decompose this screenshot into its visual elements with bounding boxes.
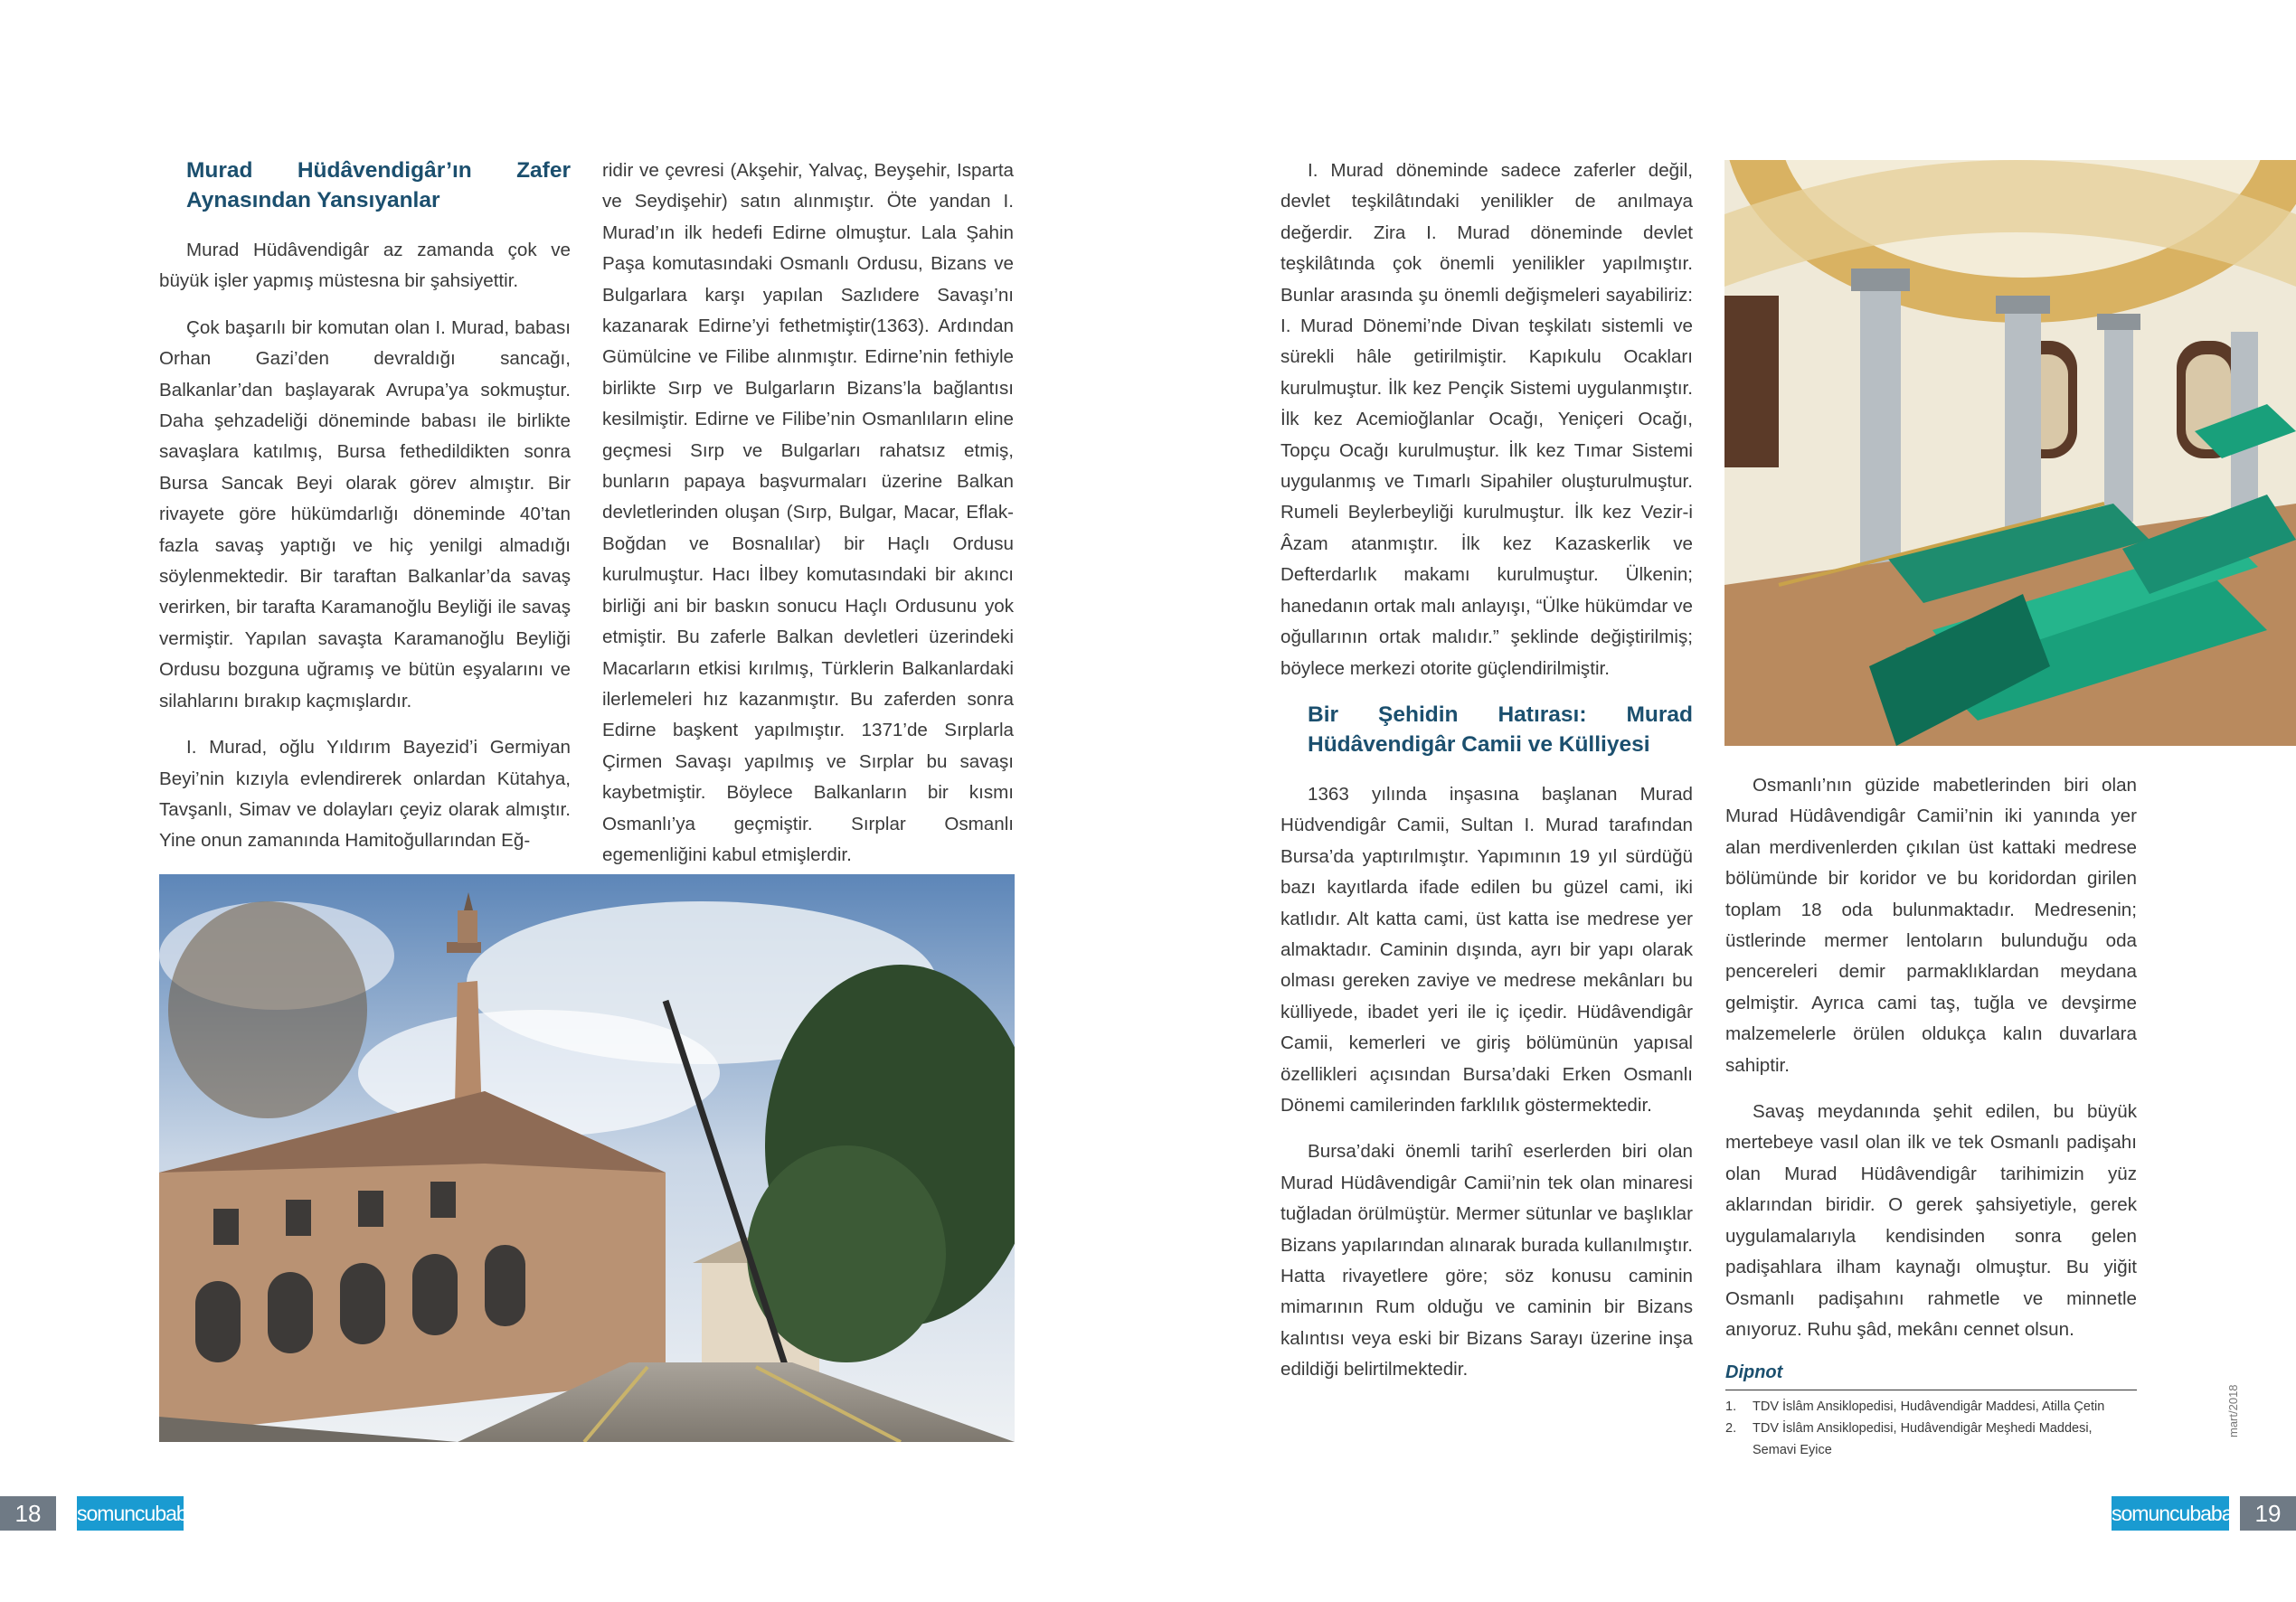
paragraph: ridir ve çevresi (Akşehir, Yalvaç, Beyşehir, Isparta ve Seydişehir) satın alınmıştır. Öte yandan I. Murad’ın ilk hedefi Edirne olmuştur. Lala Şahin Paşa komutasındaki Osmanlı Ordusu, Bizans ve Bulgarlara karşı yapılan Sazlıdere Savaşı’nı kazanarak Edirne’yi fethetmiştir(1363). Ardından Gümülcine ve Filibe alınmıştır. Edirne’nin fethiyle birlikte Sırp ve Bulgarların Bizans’la bağlantısı kesilmiştir. Edirne ve Filibe’nin Osmanlıların eline geçmesi Sırp ve Bulgarları rahatsız etmiş, bunların papaya başvurmaları üzerine Balkan devletlerinden oluşan (Sırp, Bulgar, Macar, Eflak-Boğdan ve Bosnalılar) bir Haçlı Ordusu kurulmuştur. Hacı İlbey komutasındaki bir akıncı birliği ani bir baskın sonucu Haçlı Ordusunu yok etmiştir. Bu zaferle Balkan devletleri üzerindeki Macarların etkisi kırılmış, Türklerin Balkanlardaki ilerlemeleri hız kazanmıştır. Bu zaferden sonra Edirne başkent yapılmıştır. 1371’de Sırplarla Çirmen Savaşı yapılmış ve Sırplar bu savaşı kaybetmiştir. Böylece Balkanların bir kısmı Osmanlı’ya geçmiştir. Sırplar Osmanlı egemenliğini kabul etmişlerdir. <box>602 160 1014 865</box>
left-column-2 <box>602 155 1014 886</box>
footnote <box>1725 1396 2137 1418</box>
tomb-interior-photo <box>1724 160 2296 746</box>
paragraph: Savaş meydanında şehit edilen, bu büyük mertebeye vasıl olan ilk ve tek Osmanlı padişahı olan Murad Hüdâvendigâr tarihimizin yüz aklarından biridir. O gerek şahsiyetiyle, gerek uygulamalarıyla kendisinden sonra gelen padişahlara ilham kaynağı olmuştur. Bu yiğit Osmanlı padişahını rahmetle ve minnetle anıyoruz. Ruhu şâd, mekânı cennet olsun. <box>1725 1101 2137 1340</box>
paragraph: I. Murad döneminde sadece zaferler değil, devlet teşkilâtındaki yenilikler de anılmaya değerdir. Zira I. Murad döneminde devlet teşkilâtında çok önemli yenilikler yapılmıştır. Bunlar arasında şu önemli değişmeleri sayabiliriz: I. Murad Dönemi’nde Divan teşkilatı sistemli ve sürekli hâle getirilmiştir. Kapıkulu Ocakları kurulmuştur. İlk kez Pençik Sistemi uygulanmıştır. İlk kez Acemioğlanlar Ocağı, Yeniçeri Ocağı, Topçu Ocağı kurulmuştur. İlk kez Tımar Sistemi uygulanmış ve Tımarlı Sipahiler oluşturulmuştur. Rumeli Beylerbeyliği kurulmuştur. İlk kez Vezir-i Âzam atanmıştır. İlk kez Kazaskerlik ve Defterdarlık makamı kurulmuştur. Ülkenin; hanedanın ortak malı anlayışı, “Ülke hükümdar ve oğullarının ortak malıdır.” şeklinde değiştirilmiş; böylece merkezi otorite güçlendirilmiştir. <box>1280 160 1693 679</box>
brand-logo: somuncubaba <box>77 1496 184 1531</box>
footnote <box>1725 1418 2137 1461</box>
footnote-number: 2. <box>1725 1421 1737 1437</box>
page-number: 19 <box>2240 1496 2296 1531</box>
paragraph: Çok başarılı bir komutan olan I. Murad, babası Orhan Gazi’den devraldığı sancağı, Balkanlar’dan başlayarak Avrupa’ya sokmuştur. Daha şehzadeliği döneminde babası ile birlikte savaşlara katılmış, Bursa fethedildikten sonra Bursa Sancak Beyi olarak görev almıştır. Bir rivayete göre hükümdarlığı döneminde 40’tan fazla savaş yaptığı ve hiç yenilgi almadığı söylenmektedir. Bir taraftan Balkanlar’da savaş verirken, bir tarafta Karamanoğlu Beyliği ile savaş vermiştir. Yapılan savaşta Karamanoğlu Beyliği Ordusu bozguna uğramış ve bütün eşyalarını ve silahlarını bırakıp kaçmışlardır. <box>159 316 571 711</box>
section-heading: Bir Şehidin Hatırası: Murad Hüdâvendigâr Camii ve Külliyesi <box>1308 702 1693 757</box>
paragraph: Murad Hüdâvendigâr az zamanda çok ve büyük işler yapmış müstesna bir şahsiyettir. <box>159 240 571 292</box>
issue-date: mart/2018 <box>2226 1384 2240 1437</box>
section-heading: Murad Hüdâvendigâr’ın Zafer Aynasından Yansıyanlar <box>186 158 571 212</box>
paragraph: I. Murad, oğlu Yıldırım Bayezid’i Germiyan Beyi’nin kızıyla evlendirerek onlardan Kütahya, Tavşanlı, Simav ve dolayları çeyiz olarak almıştır. Yine onun zamanında Hamitoğullarından Eğ- <box>159 737 571 852</box>
footer-right <box>2112 1496 2296 1531</box>
left-column-1 <box>159 155 571 872</box>
footnotes-title: Dipnot <box>1725 1361 2137 1390</box>
footnote-text: TDV İslâm Ansiklopedisi, Hudâvendigâr Maddesi, Atilla Çetin <box>1753 1399 2105 1415</box>
page-number: 18 <box>0 1496 56 1531</box>
footer-left <box>0 1496 198 1531</box>
paragraph: Osmanlı’nın güzide mabetlerinden biri olan Murad Hüdâvendigâr Camii’nin iki yanında yer alan merdivenlerden çıkılan üst kattaki medrese bölümünde bir koridor ve bu koridordan girilen toplam 18 oda bulunmaktadır. Medresenin; üstlerinde mermer lentoların bulunduğu oda pencereleri demir parmaklıklardan meydana gelmiştir. Ayrıca cami taş, tuğla ve devşirme malzemelerle örülen oldukça kalın duvarlara sahiptir. <box>1725 775 2137 1076</box>
footnote-text: TDV İslâm Ansiklopedisi, Hudâvendigâr Meşhedi Maddesi, Semavi Eyice <box>1753 1421 2093 1458</box>
brand-logo: somuncubaba <box>2112 1496 2229 1531</box>
mosque-exterior-photo <box>159 874 1015 1442</box>
right-column-2 <box>1725 770 2137 1461</box>
footnote-number: 1. <box>1725 1399 1737 1415</box>
footnotes <box>1725 1361 2137 1461</box>
right-column-1 <box>1280 155 1693 1401</box>
paragraph: 1363 yılında inşasına başlanan Murad Hüdvendigâr Camii, Sultan I. Murad tarafından Bursa’da yaptırılmıştır. Yapımının 19 yıl sürdüğü bazı kayıtlarda ifade edilen bu güzel cami, iki katlıdır. Alt katta cami, üst katta ise medrese yer almaktadır. Caminin dışında, ayrı bir yapı olarak olması gereken zaviye ve medrese mekânları bu külliyede, ibadet yeri ile iç içedir. Hüdâvendigâr Camii, kemerleri ve giriş bölümünün yapısal özellikleri açısından Bursa’daki Erken Osmanlı Dönemi camilerinden farklılık göstermektedir. <box>1280 783 1693 1116</box>
paragraph: Bursa’daki önemli tarihî eserlerden biri olan Murad Hüdâvendigâr Camii’nin tek olan minaresi tuğladan örülmüştür. Mermer sütunlar ve başlıklar Bizans yapılarından alınarak burada kullanılmıştır. Hatta rivayetlere göre; söz konusu caminin mimarının Rum olduğu ve caminin bir Bizans kalıntısı veya eski bir Bizans Sarayı üzerine inşa edildiği belirtilmektedir. <box>1280 1141 1693 1381</box>
